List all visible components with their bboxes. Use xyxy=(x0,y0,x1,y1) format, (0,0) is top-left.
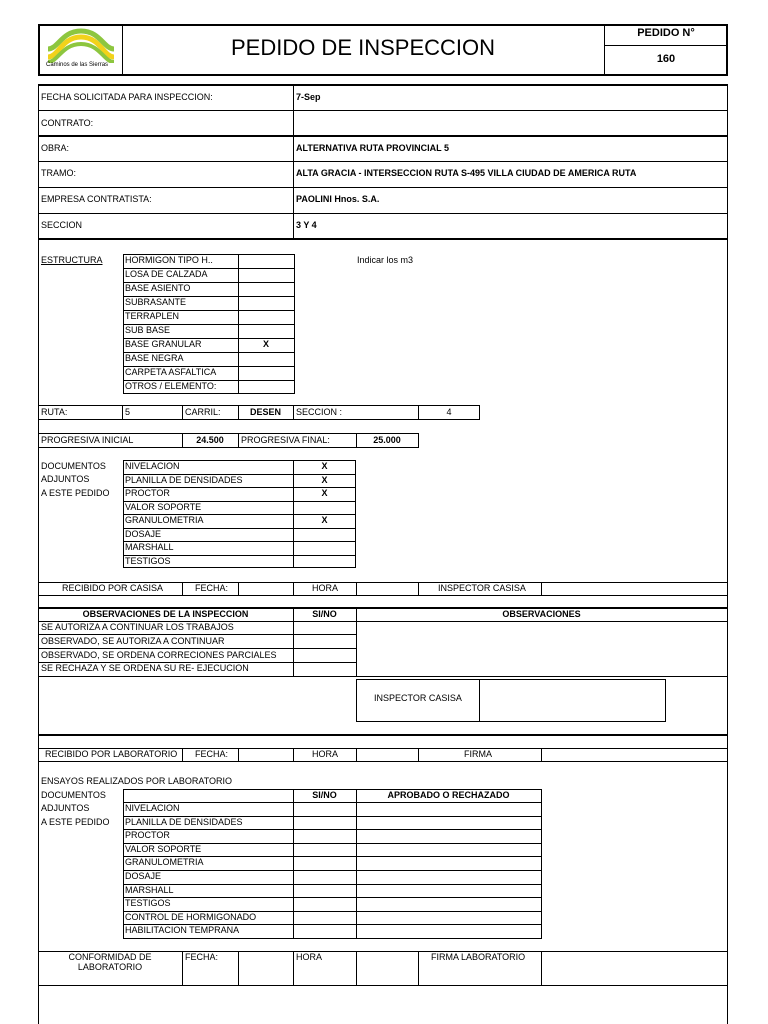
observaciones-right-header: OBSERVACIONES xyxy=(502,609,581,619)
ensayos-doc-label: A ESTE PEDIDO xyxy=(41,817,110,827)
info-value[interactable]: PAOLINI Hnos. S.A. xyxy=(296,194,380,204)
estructura-item-label: SUB BASE xyxy=(125,325,171,335)
ensayo-sino-cell[interactable] xyxy=(294,885,355,897)
info-value[interactable]: ALTA GRACIA - INTERSECCION RUTA S-495 VILLA CIUDAD DE AMERICA RUTA xyxy=(296,168,637,178)
conformidad-label: CONFORMIDAD DE xyxy=(68,952,152,962)
estructura-label: ESTRUCTURA xyxy=(41,255,103,265)
documento-item-mark[interactable]: X xyxy=(321,488,328,498)
ensayos-title: ENSAYOS REALIZADOS POR LABORATORIO xyxy=(41,776,233,786)
progresiva-inicial-value[interactable]: 24.500 xyxy=(196,435,224,445)
documento-item-mark[interactable]: X xyxy=(321,475,328,485)
observacion-option[interactable]: SE RECHAZA Y SE ORDENA SU RE- EJECUCION xyxy=(41,663,249,673)
ensayo-aprobado-cell[interactable] xyxy=(357,857,541,869)
info-label: CONTRATO: xyxy=(41,118,94,128)
progresiva-inicial-label: PROGRESIVA INICIAL xyxy=(41,435,134,445)
pedido-label: PEDIDO N° xyxy=(637,27,695,39)
ensayo-sino-cell[interactable] xyxy=(294,912,355,924)
observaciones-sino-header: SI/NO xyxy=(312,609,337,619)
estructura-item-label: LOSA DE CALZADA xyxy=(125,269,208,279)
ensayo-aprobado-cell[interactable] xyxy=(357,871,541,883)
estructura-item-label: BASE ASIENTO xyxy=(125,283,191,293)
ensayo-item-label: CONTROL DE HORMIGONADO xyxy=(125,912,257,922)
ensayos-aprob-header: APROBADO O RECHAZADO xyxy=(387,790,510,800)
estructura-item-label: SUBRASANTE xyxy=(125,297,187,307)
documento-item-label: PROCTOR xyxy=(125,488,170,498)
ensayo-aprobado-cell[interactable] xyxy=(357,898,541,910)
pedido-number: 160 xyxy=(656,53,676,65)
conformidad-fecha: FECHA: xyxy=(185,952,219,962)
recibido-casisa-fecha: FECHA: xyxy=(195,583,229,593)
progresiva-final-label: PROGRESIVA FINAL: xyxy=(241,435,330,445)
ensayo-sino-cell[interactable] xyxy=(294,871,355,883)
ensayo-aprobado-cell[interactable] xyxy=(357,803,541,815)
documento-item-label: VALOR SOPORTE xyxy=(125,502,202,512)
documentos-label: ADJUNTOS xyxy=(41,474,90,484)
ensayos-doc-label: ADJUNTOS xyxy=(41,803,90,813)
documento-item-label: DOSAJE xyxy=(125,529,162,539)
ensayo-sino-cell[interactable] xyxy=(294,817,355,829)
page-title: PEDIDO DE INSPECCION xyxy=(230,35,496,60)
ensayo-item-label: PROCTOR xyxy=(125,830,170,840)
ruta-value[interactable]: 5 xyxy=(125,407,131,417)
ruta-label: RUTA: xyxy=(41,407,68,417)
estructura-item-label: BASE GRANULAR xyxy=(125,339,202,349)
recibido-lab-fecha: FECHA: xyxy=(195,749,229,759)
ensayo-item-label: GRANULOMETRIA xyxy=(125,857,204,867)
observacion-option[interactable]: OBSERVADO, SE ORDENA CORRECIONES PARCIALES xyxy=(41,650,277,660)
recibido-casisa-label: RECIBIDO POR CASISA xyxy=(62,583,164,593)
info-label: OBRA: xyxy=(41,143,70,153)
observaciones-header: OBSERVACIONES DE LA INSPECCION xyxy=(82,609,249,619)
info-value[interactable]: ALTERNATIVA RUTA PROVINCIAL 5 xyxy=(296,143,449,153)
info-label: SECCION xyxy=(41,220,83,230)
ensayos-doc-label: DOCUMENTOS xyxy=(41,790,106,800)
progresiva-final-value[interactable]: 25.000 xyxy=(373,435,401,445)
estructura-item-label: BASE NEGRA xyxy=(125,353,184,363)
estructura-item-label: TERRAPLEN xyxy=(125,311,180,321)
documentos-label: DOCUMENTOS xyxy=(41,461,106,471)
ensayo-sino-cell[interactable] xyxy=(294,857,355,869)
ensayo-item-label: MARSHALL xyxy=(125,885,174,895)
inspector-casisa-label: INSPECTOR CASISA xyxy=(374,693,462,703)
ensayo-item-label: PLANILLA DE DENSIDADES xyxy=(125,817,243,827)
observacion-option[interactable]: OBSERVADO, SE AUTORIZA A CONTINUAR xyxy=(41,636,225,646)
documento-item-mark[interactable]: X xyxy=(321,461,328,471)
ensayo-sino-cell[interactable] xyxy=(294,830,355,842)
info-value[interactable]: 7-Sep xyxy=(296,92,321,102)
info-label: TRAMO: xyxy=(41,168,76,178)
documento-item-label: TESTIGOS xyxy=(125,556,171,566)
info-value[interactable]: 3 Y 4 xyxy=(296,220,317,230)
estructura-item-label: HORMIGON TIPO H.. xyxy=(125,255,213,265)
ensayo-aprobado-cell[interactable] xyxy=(357,912,541,924)
estructura-item-label: OTROS / ELEMENTO: xyxy=(125,381,217,391)
ensayo-item-label: TESTIGOS xyxy=(125,898,171,908)
ensayo-sino-cell[interactable] xyxy=(294,844,355,856)
carril-value[interactable]: DESEN xyxy=(249,407,281,417)
documento-item-label: NIVELACION xyxy=(125,461,180,471)
conformidad-firma: FIRMA LABORATORIO xyxy=(431,952,526,962)
seccion-value[interactable]: 4 xyxy=(446,407,452,417)
recibido-lab-label: RECIBIDO POR LABORATORIO xyxy=(45,749,178,759)
ensayo-sino-cell[interactable] xyxy=(294,803,355,815)
logo-waves-icon xyxy=(44,27,118,63)
inspector-casisa-signature[interactable] xyxy=(480,680,665,721)
ensayo-sino-cell[interactable] xyxy=(294,898,355,910)
recibido-casisa-hora: HORA xyxy=(312,583,339,593)
company-logo xyxy=(44,27,118,73)
ensayo-item-label: HABILITACION TEMPRANA xyxy=(125,925,240,935)
ensayo-aprobado-cell[interactable] xyxy=(357,830,541,842)
ensayo-sino-cell[interactable] xyxy=(294,925,355,937)
ensayo-aprobado-cell[interactable] xyxy=(357,885,541,897)
info-label: EMPRESA CONTRATISTA: xyxy=(41,194,152,204)
info-label: FECHA SOLICITADA PARA INSPECCION: xyxy=(41,92,213,102)
ensayo-aprobado-cell[interactable] xyxy=(357,817,541,829)
ensayos-sino-header: SI/NO xyxy=(312,790,337,800)
conformidad-hora: HORA xyxy=(296,952,323,962)
conformidad-label: LABORATORIO xyxy=(77,962,143,972)
ensayo-item-label: DOSAJE xyxy=(125,871,162,881)
observacion-option[interactable]: SE AUTORIZA A CONTINUAR LOS TRABAJOS xyxy=(41,622,234,632)
recibido-casisa-inspector: INSPECTOR CASISA xyxy=(438,583,526,593)
recibido-lab-firma: FIRMA xyxy=(464,749,492,759)
ensayo-aprobado-cell[interactable] xyxy=(357,925,541,937)
ensayo-item-label: NIVELACION xyxy=(125,803,180,813)
documento-item-mark[interactable]: X xyxy=(321,515,328,525)
ensayo-item-label: VALOR SOPORTE xyxy=(125,844,202,854)
logo-text: Caminos de las Sierras xyxy=(46,62,109,68)
documento-item-label: GRANULOMETRIA xyxy=(125,515,204,525)
ensayo-aprobado-cell[interactable] xyxy=(357,844,541,856)
documento-item-label: PLANILLA DE DENSIDADES xyxy=(125,475,243,485)
documento-item-label: MARSHALL xyxy=(125,542,174,552)
estructura-note: Indicar los m3 xyxy=(357,255,414,265)
recibido-lab-hora: HORA xyxy=(312,749,339,759)
estructura-item-label: CARPETA ASFALTICA xyxy=(125,367,217,377)
documentos-label: A ESTE PEDIDO xyxy=(41,488,110,498)
carril-label: CARRIL: xyxy=(185,407,221,417)
estructura-item-mark[interactable]: X xyxy=(262,339,269,349)
seccion-label: SECCION : xyxy=(296,407,343,417)
